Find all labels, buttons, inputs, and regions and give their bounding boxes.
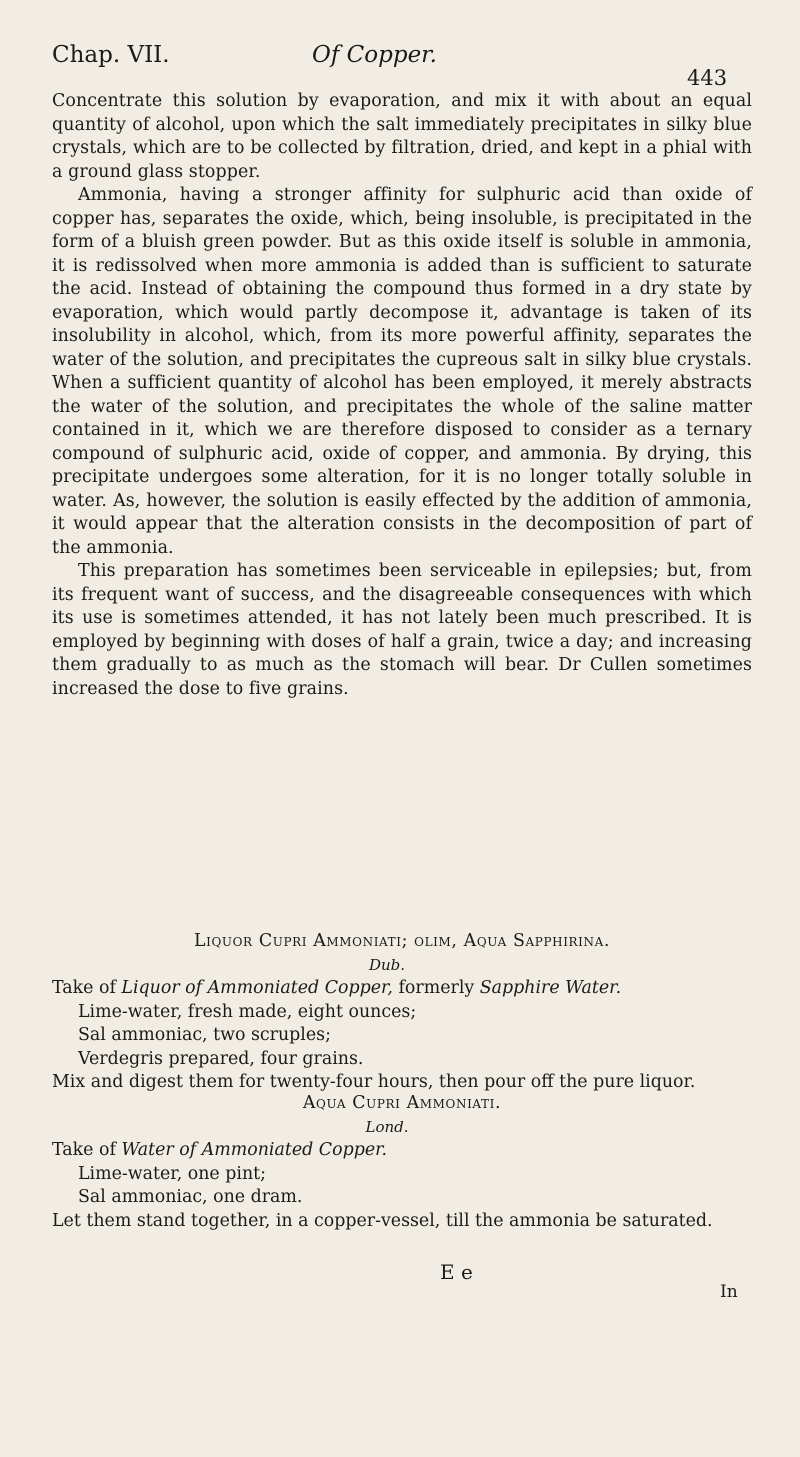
preparation-name: Liquor of Ammoniated Copper,: [121, 978, 393, 998]
preparation-name: Water of Ammoniated Copper.: [121, 1140, 388, 1160]
recipe-source: Lond.: [365, 1117, 409, 1136]
page-number: 443: [687, 66, 728, 90]
ingredient: Verdegris prepared, four grains.: [78, 1048, 364, 1069]
recipe-directions: Mix and digest them for twenty-four hours, then pour off the pure liquor.: [52, 1072, 696, 1092]
ingredient: Sal ammoniac, one dram.: [78, 1187, 303, 1207]
recipe-directions: Let them stand together, in a copper-vessel, till the ammonia be saturated.: [52, 1210, 713, 1231]
paragraph-preparation: This preparation has sometimes been serviceable in epilepsies; but, from its frequent want of success, and the disagreeable consequences with which its use is sometimes attended, it has not lately been much prescribed. It is employed by beginning with doses of half a grain, twice a day; and increasing them gradually to as much as the stomach will bear. Dr Cullen sometimes increased the dose to five grains.: [52, 561, 752, 699]
take-label: Take of: [52, 978, 116, 998]
former-name: Sapphire Water.: [479, 978, 622, 998]
signature-mark: E e: [440, 1260, 473, 1284]
paragraph-ammonia: Ammonia, having a stronger affinity for sulphuric acid than oxide of copper has, separates the oxide, which, being insoluble, is precipitated in the form of a bluish green powder. But as this oxide itself is soluble in ammonia, it is redissolved when more ammonia is added than is sufficient to saturate the acid. Instead of obtaining the compound thus formed in a dry state by evaporation, which would partly decompose it, advantage is taken of its insolubility in alcohol, which, from its more powerful affinity, separates the water of the solution, and precipitates the cupreous salt in silky blue crystals. When a sufficient quantity of alcohol has been employed, it merely abstracts the water of the solution, and precipitates the whole of the saline matter contained in it, which we are therefore disposed to consider as a ternary compound of sulphuric acid, oxide of copper, and ammonia. By drying, this precipitate undergoes some alteration, for it is no longer totally soluble in water. As, however, the solution is easily effected by the addition of ammonia, it would appear that the alteration consists in the decomposition of part of the ammonia.: [52, 185, 752, 558]
recipe-heading: Liquor Cupri Ammoniati; olim, Aqua Sapphirina.: [193, 931, 611, 951]
recipe-heading: Aqua Cupri Ammoniati.: [302, 1093, 502, 1113]
take-label: Take of: [52, 1140, 116, 1160]
former-label: formerly: [398, 978, 475, 998]
body-text: [52, 90, 752, 701]
recipe-source: Dub.: [368, 955, 406, 974]
recipe-take-line: [52, 1139, 752, 1163]
ingredient: Lime-water, fresh made, eight ounces;: [78, 1001, 417, 1022]
ingredient: Lime-water, one pint;: [78, 1163, 266, 1184]
catchword: In: [720, 1282, 738, 1302]
recipe-liquor-cupri: [52, 930, 752, 1095]
recipe-aqua-cupri: [52, 1092, 752, 1233]
chapter-label: Chap. VII.: [52, 42, 170, 68]
recipe-take-line: [52, 977, 752, 1001]
paragraph-concentrate: Concentrate this solution by evaporation, and mix it with about an equal quantity of alcohol, upon which the salt immediately precipitates in silky blue crystals, which are to be collected by filtration, dried, and kept in a phial with a ground glass stopper.: [52, 91, 752, 182]
running-title: Of Copper.: [312, 42, 437, 68]
running-header: [52, 42, 752, 90]
ingredient: Sal ammoniac, two scruples;: [78, 1025, 331, 1045]
